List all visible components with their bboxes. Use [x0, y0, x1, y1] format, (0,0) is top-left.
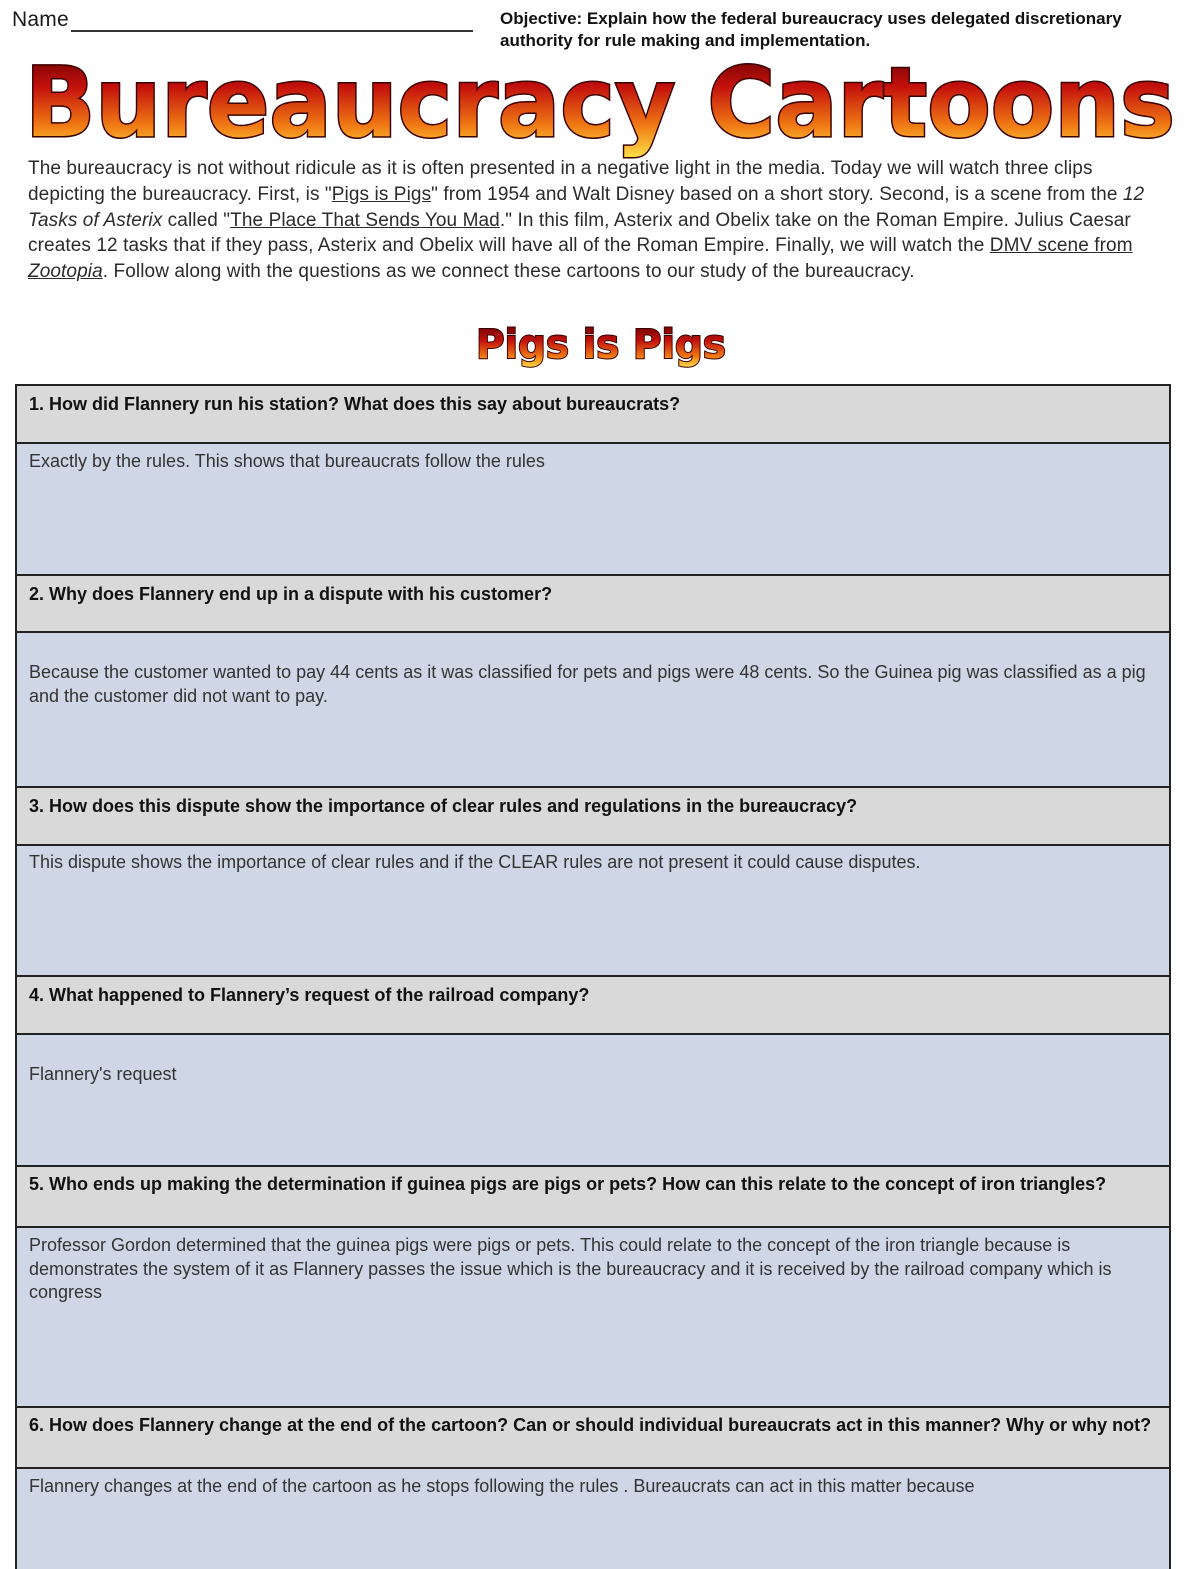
- section-title: [470, 318, 732, 372]
- section-title-text: Pigs is Pigs: [476, 322, 726, 368]
- name-field[interactable]: [12, 8, 473, 32]
- answer-1[interactable]: Exactly by the rules. This shows that bureaucrats follow the rules: [17, 444, 1169, 576]
- question-5: 5. Who ends up making the determination if guinea pigs are pigs or pets? How can this relate to the concept of iron triangles?: [17, 1167, 1169, 1228]
- link-place-that-sends-you-mad[interactable]: The Place That Sends You Mad: [230, 209, 500, 231]
- objective-text: Objective: Explain how the federal bureaucracy uses delegated discretionary authority for rule making and implementation.: [500, 9, 1122, 50]
- main-title: Bureaucracy Cartoons: [25, 52, 1175, 159]
- answer-6[interactable]: Flannery changes at the end of the cartoon as he stops following the rules . Bureaucrats can act in this matter because: [17, 1469, 1169, 1569]
- question-3: 3. How does this dispute show the importance of clear rules and regulations in the bureaucracy?: [17, 788, 1169, 846]
- link-pigs-is-pigs[interactable]: Pigs is Pigs: [331, 183, 432, 205]
- title-banner: [18, 52, 1183, 164]
- questions-table: [15, 384, 1171, 1569]
- question-6: 6. How does Flannery change at the end of the cartoon? Can or should individual bureaucrats act in this manner? Why or why not?: [17, 1408, 1169, 1469]
- question-4: 4. What happened to Flannery’s request of the railroad company?: [17, 977, 1169, 1035]
- name-label: Name: [12, 8, 69, 31]
- answer-2[interactable]: Because the customer wanted to pay 44 cents as it was classified for pets and pigs were 48 cents. So the Guinea pig was classified as a pig and the customer did not want to pay.: [17, 633, 1169, 788]
- question-2: 2. Why does Flannery end up in a dispute with his customer?: [17, 576, 1169, 633]
- question-1: 1. How did Flannery run his station? What does this say about bureaucrats?: [17, 386, 1169, 444]
- answer-3[interactable]: This dispute shows the importance of clear rules and if the CLEAR rules are not present it could cause disputes.: [17, 846, 1169, 977]
- answer-4[interactable]: Flannery's request: [17, 1035, 1169, 1167]
- intro-paragraph: The bureaucracy is not without ridicule as it is often presented in a negative light in the media. Today we will watch three clips depicting the bureaucracy. First, is "Pigs is Pigs" from 1954 and Walt Disney based on a short story. Second, is a scene from the 12 Tasks of Asterix called "The Place That Sends You Mad." In this film, Asterix and Obelix take on the Roman Empire. Julius Caesar creates 12 tasks that if they pass, Asterix and Obelix will have all of the Roman Empire. Finally, we will watch the DMV scene from Zootopia. Follow along with the questions as we connect these cartoons to our study of the bureaucracy.: [28, 158, 1145, 283]
- answer-5[interactable]: Professor Gordon determined that the guinea pigs were pigs or pets. This could relate to the concept of the iron triangle because is demonstrates the system of it as Flannery passes the issue which is the bureaucracy and it is received by the railroad company which is congress: [17, 1228, 1169, 1408]
- name-blank[interactable]: [71, 8, 473, 32]
- link-dmv-zootopia[interactable]: DMV scene from Zootopia: [28, 235, 1133, 283]
